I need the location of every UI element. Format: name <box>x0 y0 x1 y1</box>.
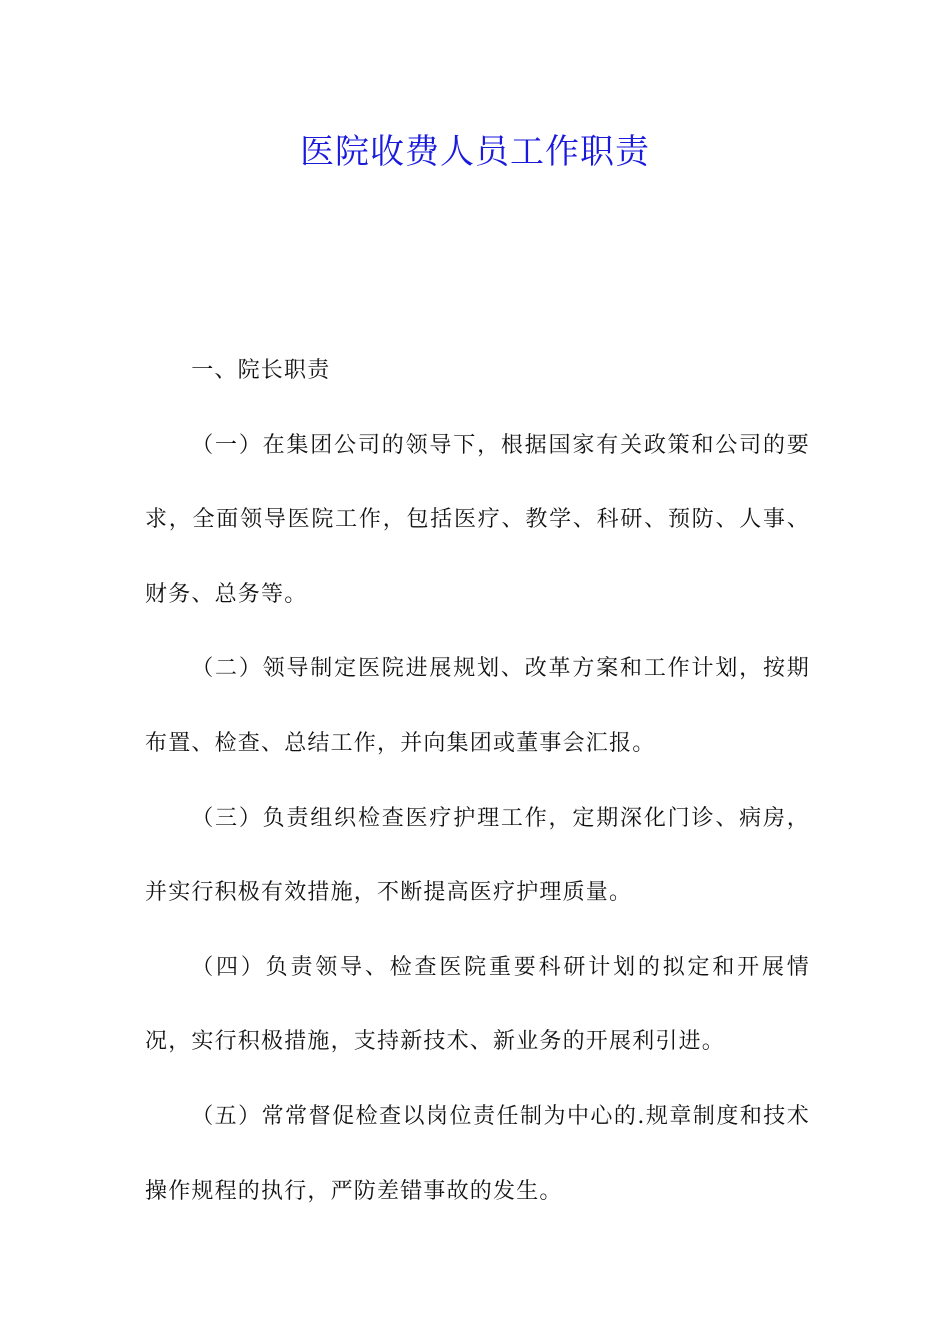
document-body <box>145 334 810 1229</box>
paragraph-5: （五）常常督促检查以岗位责任制为中心的.规章制度和技术操作规程的执行，严防差错事故的发生。 <box>145 1103 810 1204</box>
paragraph-1: （一）在集团公司的领导下，根据国家有关政策和公司的要求，全面领导医院工作，包括医疗、教学、科研、预防、人事、财务、总务等。 <box>145 432 810 607</box>
paragraph-3: （三）负责组织检查医疗护理工作，定期深化门诊、病房，并实行积极有效措施，不断提高医疗护理质量。 <box>145 805 810 906</box>
paragraph-2: （二）领导制定医院进展规划、改革方案和工作计划，按期布置、检查、总结工作，并向集团或董事会汇报。 <box>145 656 810 756</box>
document-title: 医院收费人员工作职责 <box>300 132 650 172</box>
paragraph-4: （四）负责领导、检查医院重要科研计划的拟定和开展情况，实行积极措施，支持新技术、新业务的开展利引进。 <box>145 954 810 1055</box>
section-heading: 一、院长职责 <box>191 358 331 383</box>
